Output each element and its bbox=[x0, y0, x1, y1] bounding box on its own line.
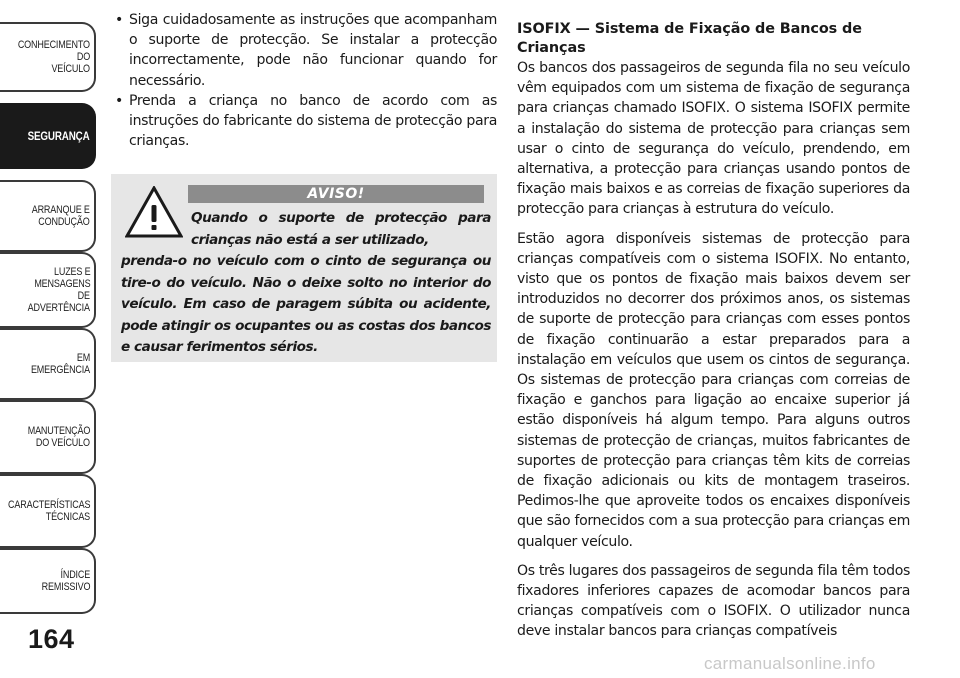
tab-caracteristicas-tecnicas[interactable] bbox=[0, 474, 96, 548]
tab-label-line: EMERGÊNCIA bbox=[30, 364, 90, 376]
tab-luzes-e-mensagens[interactable] bbox=[0, 252, 96, 328]
warning-text bbox=[121, 208, 491, 359]
tab-label-line: MANUTENÇÃO bbox=[27, 425, 90, 437]
tab-label-line: LUZES E bbox=[53, 266, 90, 278]
tab-conhecimento-do-veiculo[interactable] bbox=[0, 22, 96, 92]
tab-em-emergencia[interactable] bbox=[0, 328, 96, 400]
tab-label-line: CARACTERÍSTICAS bbox=[7, 499, 90, 511]
tab-label-line: ADVERTÊNCIA bbox=[27, 302, 90, 314]
right-column bbox=[517, 20, 910, 642]
chapter-tabs bbox=[0, 0, 104, 678]
tab-manutencao-do-veiculo[interactable] bbox=[0, 400, 96, 474]
bullet-icon: • bbox=[115, 12, 123, 28]
tab-label-line: CONHECIMENTO bbox=[17, 39, 90, 51]
list-item bbox=[112, 10, 497, 91]
warning-box bbox=[111, 174, 497, 362]
list-item bbox=[112, 91, 497, 152]
tab-label-line: MENSAGENS bbox=[33, 278, 90, 290]
tab-label-line: DO VEÍCULO bbox=[35, 437, 90, 449]
watermark: carmanualsonline.info bbox=[704, 654, 876, 673]
tab-label-line: SEGURANÇA bbox=[28, 129, 90, 143]
tab-indice-remissivo[interactable] bbox=[0, 548, 96, 614]
tab-label-line: CONDUÇÃO bbox=[38, 216, 90, 228]
paragraph: Os três lugares dos passageiros de segunda fila têm todos fixadores inferiores capazes de acomodar bancos para crianças compatíveis com o ISOFIX. O utilizador nunca deve instalar bancos para crianças compatíveis bbox=[517, 562, 911, 640]
tab-label-line: ÍNDICE bbox=[60, 569, 90, 581]
tab-arranque-e-conducao[interactable] bbox=[0, 180, 96, 252]
tab-seguranca[interactable] bbox=[0, 103, 96, 169]
bullet-text: Prenda a criança no banco de acordo com as instruções do fabricante do sistema de protecção para crianças. bbox=[129, 92, 497, 150]
bullet-icon: • bbox=[115, 92, 123, 109]
bullet-text: Siga cuidadosamente as instruções que acompanham o suporte de protecção. Se instalar a protecção incorrectamente, pode não funcionar quando for necessário. bbox=[129, 12, 497, 89]
tab-label-line: REMISSIVO bbox=[41, 581, 90, 593]
page-number: 164 bbox=[28, 624, 75, 654]
tab-label-line: VEÍCULO bbox=[51, 63, 90, 75]
paragraph: Estão agora disponíveis sistemas de protecção para crianças compatíveis com o sistema ISOFIX. No entanto, visto que os pontos de fixação mais baixos devem ser introduzidos no decorrer dos próximos anos, os sistemas de suporte de protecção para crianças com esses pontos de fixação continuarão a estar preparados para a instalação em veículos que usem os cintos de segurança. Os sistemas de protecção para crianças com correias de fixação e ganchos para ligação ao encaixe superior já estão disponíveis há algum tempo. Para alguns outros sistemas de protecção de crianças, muitos fabricantes de suportes de protecção para crianças têm kits de correias de fixação adicionais ou kits de montagem traseiros. Pedimos-lhe que aproveite todos os encaixes disponíveis que são fornecidos com a sua protecção para crianças em qualquer veículo. bbox=[517, 230, 910, 550]
tab-label-line: DO bbox=[76, 51, 90, 63]
warning-text-first: Quando o suporte de protecção para crianças não está a ser utilizado, bbox=[191, 210, 491, 248]
paragraph: Os bancos dos passageiros de segunda fila no seu veículo vêm equipados com um sistema de fixação de segurança para crianças chamado ISOFIX. O sistema ISOFIX permite a instalação do sistema de protecção para crianças sem usar o cinto de segurança do veículo, prendendo, em alternativa, a protecção para crianças usando pontos de fixação mais baixos e as correias de fixação superiores da protecção para crianças à estrutura do veículo. bbox=[517, 60, 910, 218]
warning-title: AVISO! bbox=[188, 185, 484, 203]
tab-label-line: DE bbox=[77, 290, 90, 302]
section-title: ISOFIX — Sistema de Fixação de Bancos de Crianças bbox=[517, 21, 862, 56]
tab-label-line: ARRANQUE E bbox=[31, 204, 90, 216]
left-column bbox=[112, 10, 497, 151]
tab-label-line: EM bbox=[76, 352, 90, 364]
warning-text-rest: prenda-o no veículo com o cinto de segurança ou tire-o do veículo. Não o deixe solto no interior do veículo. Em caso de paragem súbita ou acidente, pode atingir os ocupantes ou as costas dos bancos e causar ferimentos sérios. bbox=[121, 253, 491, 355]
bullet-list bbox=[112, 10, 497, 151]
tab-label-line: TÉCNICAS bbox=[45, 511, 90, 523]
